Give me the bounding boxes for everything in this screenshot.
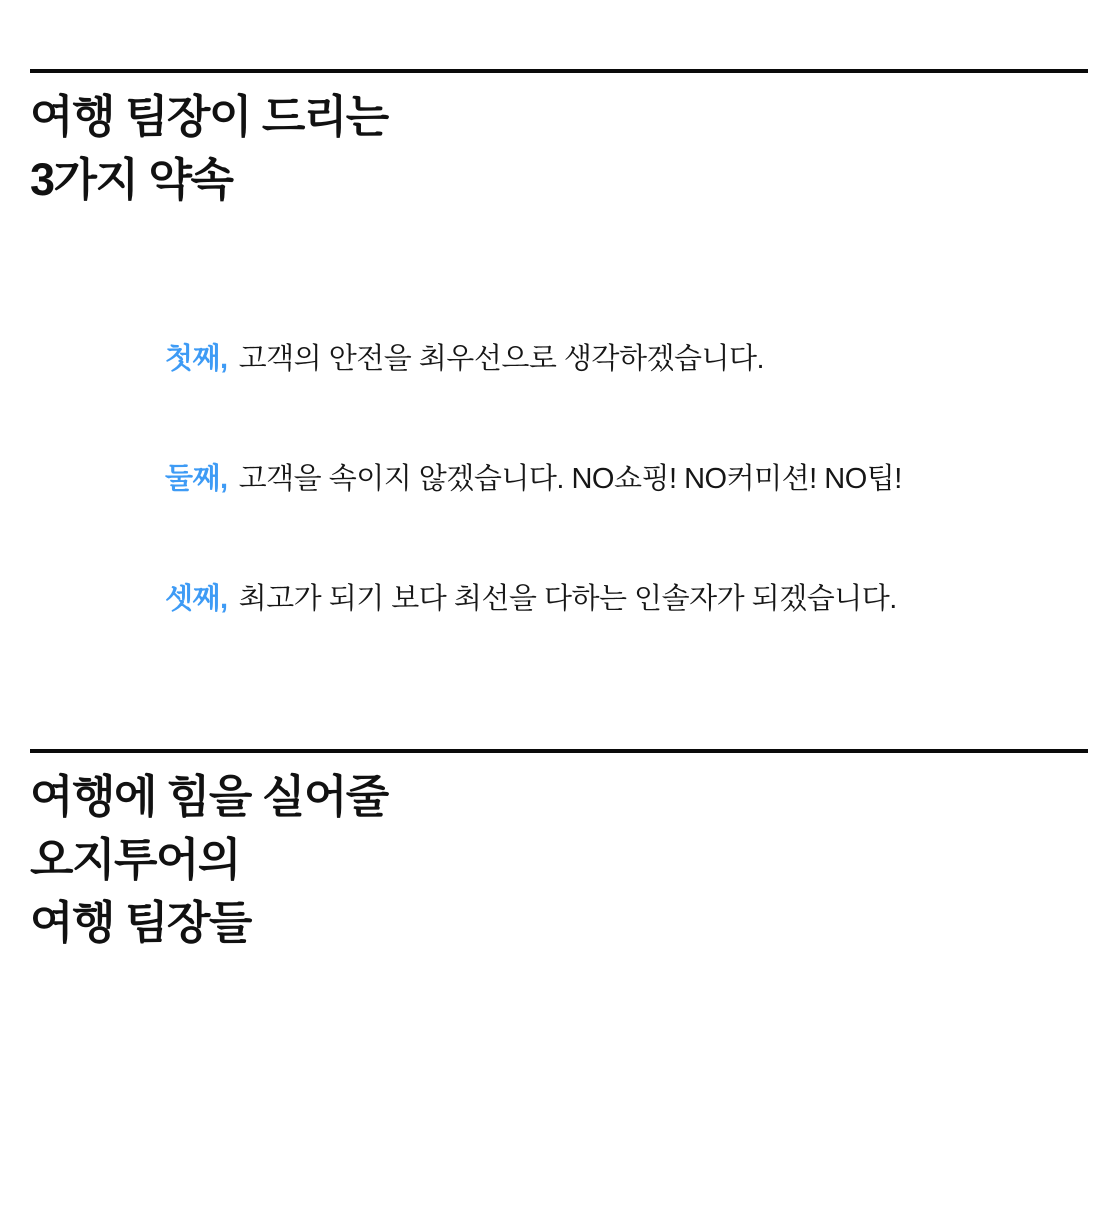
promise-text-third: 최고가 되기 보다 최선을 다하는 인솔자가 되겠습니다. bbox=[238, 583, 897, 615]
promise-prefix-first: 첫째, bbox=[165, 343, 228, 375]
promise-item-first bbox=[165, 339, 1118, 379]
promises-heading-line1: 여행 팀장이 드리는 bbox=[30, 91, 388, 142]
team-heading bbox=[30, 765, 1118, 954]
promise-prefix-second: 둘째, bbox=[165, 463, 228, 495]
team-heading-line3: 여행 팀장들 bbox=[30, 897, 251, 948]
team-section bbox=[0, 749, 1118, 954]
promise-item-second bbox=[165, 459, 1118, 499]
promises-heading-line2: 3가지 약속 bbox=[30, 154, 233, 205]
team-heading-line2: 오지투어의 bbox=[30, 834, 240, 885]
promise-prefix-third: 셋째, bbox=[165, 583, 228, 615]
promises-section bbox=[0, 69, 1118, 619]
bottom-divider bbox=[30, 749, 1088, 753]
promise-text-first: 고객의 안전을 최우선으로 생각하겠습니다. bbox=[238, 343, 765, 375]
team-heading-line1: 여행에 힘을 실어줄 bbox=[30, 771, 388, 822]
promises-heading bbox=[30, 85, 1118, 211]
top-divider bbox=[30, 69, 1088, 73]
promise-item-third bbox=[165, 579, 1118, 619]
promise-text-second: 고객을 속이지 않겠습니다. NO쇼핑! NO커미션! NO팁! bbox=[238, 463, 902, 495]
promise-list bbox=[165, 339, 1118, 619]
